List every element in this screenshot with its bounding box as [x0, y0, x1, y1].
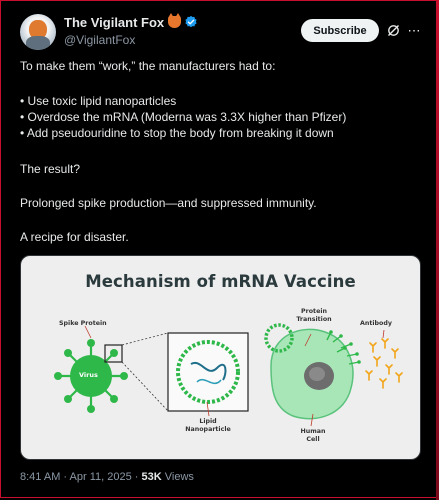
label-lipid: Lipid [199, 418, 217, 425]
label-protein-transition [294, 308, 334, 324]
fox-emoji-icon [168, 16, 181, 28]
meta-separator: · [63, 471, 68, 483]
more-options-icon[interactable]: ⋯ [407, 23, 421, 38]
human-cell [266, 325, 361, 426]
virus-illustration [54, 326, 128, 413]
views-label: Views [164, 471, 194, 483]
label-lipid-nanoparticle [183, 418, 233, 434]
post-line: Prolonged spike production—and suppressed immunity. [20, 196, 317, 210]
subscribe-button[interactable]: Subscribe [301, 19, 379, 42]
grok-icon[interactable] [386, 23, 401, 38]
label-virus: Virus [79, 371, 98, 379]
post-date[interactable]: Apr 11, 2025 [69, 471, 132, 483]
label-human: Human [300, 428, 326, 435]
antibody-cluster [366, 339, 402, 388]
post-bullet: • Use toxic lipid nanoparticles [20, 94, 177, 108]
post-line: To make them “work,” the manufacturers had to: [20, 59, 276, 73]
author-handle[interactable]: @VigilantFox [64, 33, 136, 47]
label-nanoparticle: Nanoparticle [185, 426, 231, 433]
label-cell: Cell [306, 436, 320, 443]
post-header [20, 14, 421, 54]
author-name-row[interactable] [64, 15, 198, 30]
post-meta [20, 471, 194, 483]
avatar[interactable] [20, 14, 56, 50]
meta-separator: · [134, 471, 139, 483]
avatar-body-shape [26, 36, 50, 50]
post-time[interactable]: 8:41 AM [20, 471, 61, 483]
post-image[interactable] [20, 255, 421, 460]
views-count: 53K [141, 471, 162, 483]
infographic-title: Mechanism of mRNA Vaccine [85, 272, 356, 291]
label-transition: Transition [296, 316, 332, 323]
label-spike-protein: Spike Protein [59, 320, 107, 327]
author-display-name[interactable]: The Vigilant Fox [64, 15, 165, 30]
post-line: A recipe for disaster. [20, 230, 129, 244]
post-bullet: • Overdose the mRNA (Moderna was 3.3X higher than Pfizer) [20, 110, 347, 124]
post-bullet: • Add pseudouridine to stop the body from breaking it down [20, 126, 334, 140]
label-protein: Protein [301, 308, 327, 315]
post-line: The result? [20, 162, 81, 176]
label-human-cell [293, 428, 333, 444]
label-antibody: Antibody [360, 320, 392, 327]
verified-badge-icon [184, 15, 198, 29]
